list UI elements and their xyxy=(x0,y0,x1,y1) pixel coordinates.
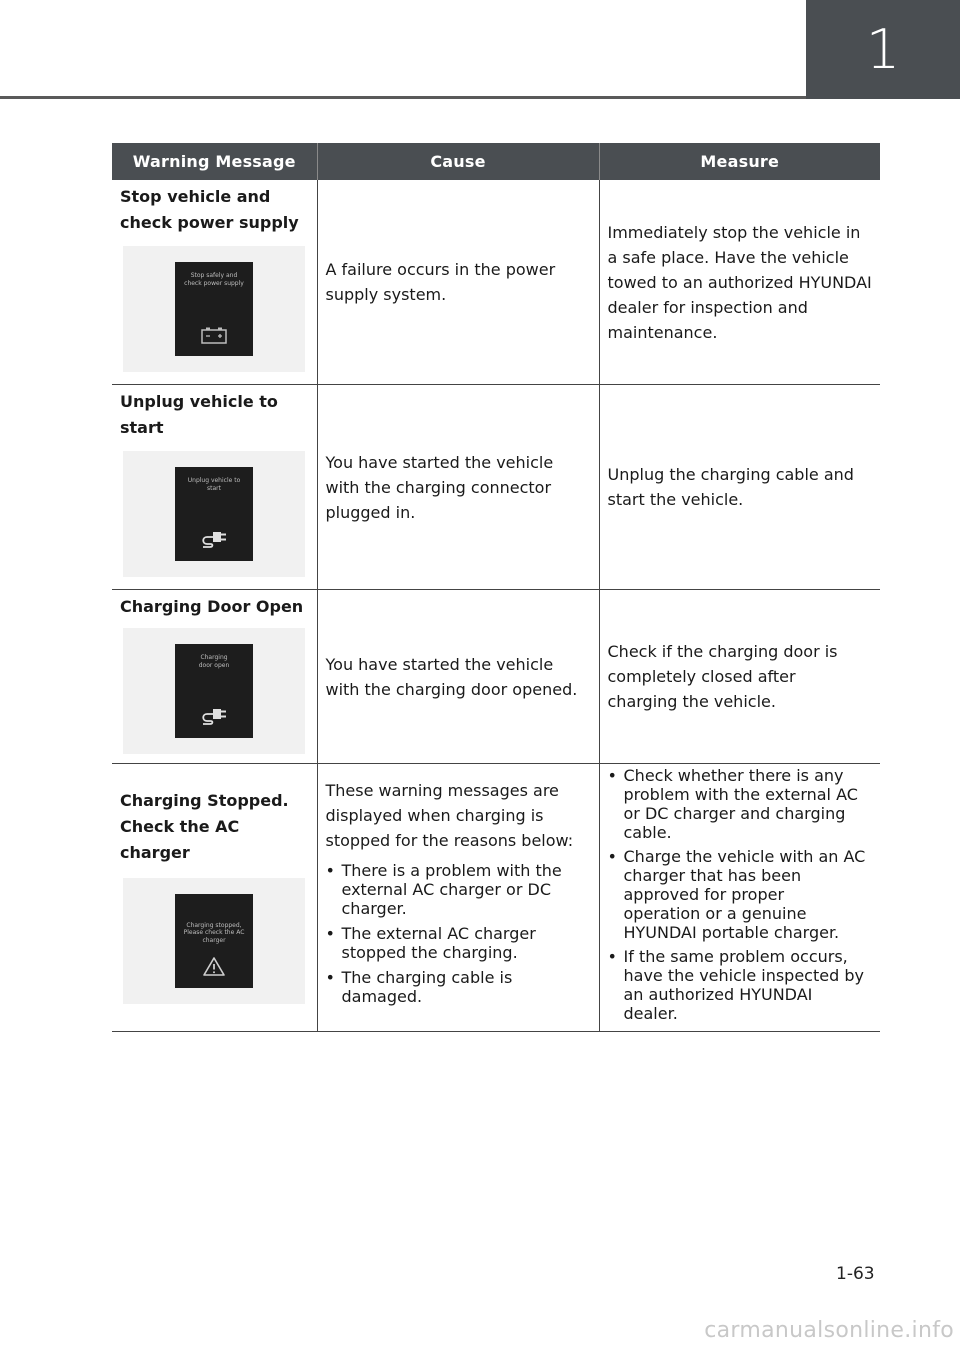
measure-cell xyxy=(599,764,880,1032)
measure-cell xyxy=(599,385,880,590)
measure-text: Immediately stop the vehicle in a safe place. Have the vehicle towed to an authorized HYUNDAI dealer for inspection and maintenance. xyxy=(607,222,872,342)
cluster-screen xyxy=(175,644,253,738)
header-rule xyxy=(0,96,806,99)
list-item: • There is a problem with the external AC charger or DC charger. xyxy=(326,861,571,918)
cause-cell xyxy=(317,385,599,590)
measure-bullet-list xyxy=(608,766,866,1023)
list-item: • If the same problem occurs, have the vehicle inspected by an authorized HYUNDAI dealer. xyxy=(608,947,866,1023)
warning-message-title: Stop vehicle and check power supply xyxy=(120,187,299,232)
header-cause: Cause xyxy=(317,143,599,180)
header-measure: Measure xyxy=(599,143,880,180)
cluster-screen xyxy=(175,467,253,561)
header-warning-message: Warning Message xyxy=(112,143,317,180)
list-item: • The external AC charger stopped the charging. xyxy=(326,924,571,962)
cluster-screen-text: Charging stopped, Please check the AC charger xyxy=(183,921,245,944)
cluster-screen xyxy=(175,894,253,988)
cluster-screen-text: Unplug vehicle to start xyxy=(187,477,241,492)
plug-icon xyxy=(175,527,253,549)
table-row xyxy=(112,764,880,1032)
cluster-screen-image xyxy=(123,246,305,372)
list-item: • Charge the vehicle with an AC charger that has been approved for proper operation or a genuine HYUNDAI portable charger. xyxy=(608,847,866,942)
cluster-screen-text: Stop safely and check power supply xyxy=(184,272,244,287)
measure-text: Unplug the charging cable and start the vehicle. xyxy=(607,465,854,509)
warning-message-cell xyxy=(112,180,317,385)
cause-text: A failure occurs in the power supply system. xyxy=(325,260,556,304)
cause-cell xyxy=(317,180,599,385)
cluster-screen-image xyxy=(123,628,305,754)
cluster-screen-image xyxy=(123,451,305,577)
warning-messages-table xyxy=(112,143,880,1032)
table-row xyxy=(112,590,880,764)
warning-message-cell xyxy=(112,764,317,1032)
table-row xyxy=(112,180,880,385)
measure-cell xyxy=(599,180,880,385)
table-row xyxy=(112,385,880,590)
cause-cell xyxy=(317,590,599,764)
cluster-screen-image xyxy=(123,878,305,1004)
cause-cell xyxy=(317,764,599,1032)
warning-message-title: Charging Stopped. Check the AC charger xyxy=(120,790,289,862)
battery-icon xyxy=(175,326,253,344)
warning-message-cell xyxy=(112,590,317,764)
page-number: 1-63 xyxy=(836,1264,875,1284)
measure-text: Check if the charging door is completely closed after charging the vehicle. xyxy=(607,642,838,711)
table-header-row xyxy=(112,143,880,180)
chapter-tab: 1 xyxy=(806,0,960,99)
warning-triangle-icon xyxy=(175,956,253,976)
cause-bullet-list xyxy=(326,861,571,1006)
watermark: carmanualsonline.info xyxy=(704,1318,954,1343)
list-item: • The charging cable is damaged. xyxy=(326,968,571,1006)
cause-intro: These warning messages are displayed when charging is stopped for the reasons below: xyxy=(325,781,574,850)
plug-icon xyxy=(175,704,253,726)
warning-message-title: Unplug vehicle to start xyxy=(120,392,278,437)
warning-message-cell xyxy=(112,385,317,590)
list-item: • Check whether there is any problem with the external AC or DC charger and charging cable. xyxy=(608,766,866,842)
measure-cell xyxy=(599,590,880,764)
cause-text: You have started the vehicle with the charging door opened. xyxy=(325,654,578,699)
cause-text: You have started the vehicle with the charging connector plugged in. xyxy=(325,452,554,522)
cluster-screen xyxy=(175,262,253,356)
warning-message-title: Charging Door Open xyxy=(120,597,304,616)
cluster-screen-text: Charging door open xyxy=(198,654,230,669)
